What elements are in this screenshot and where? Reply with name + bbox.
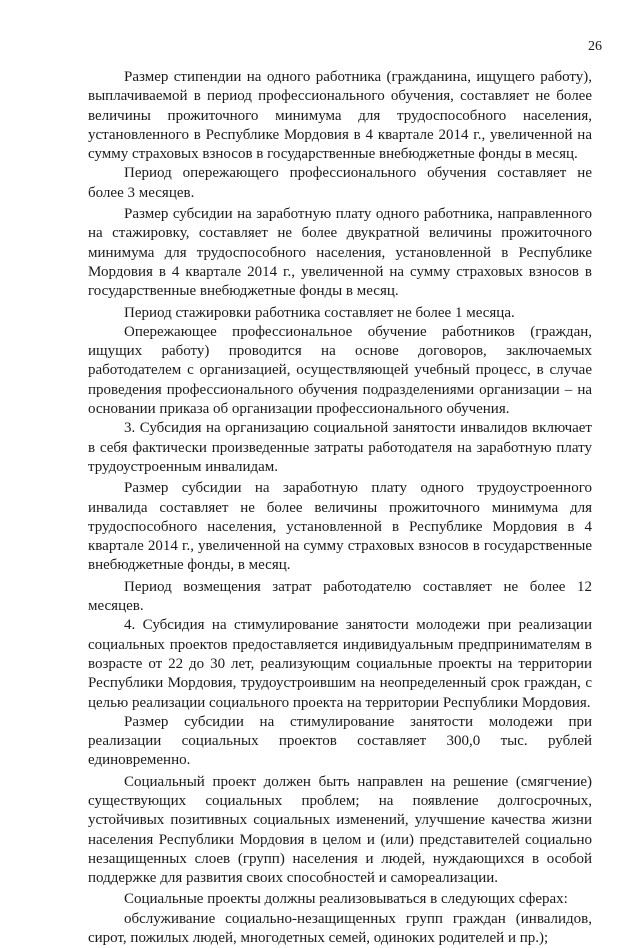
paragraph: обслуживание социально-незащищенных групп граждан (инвалидов, сирот, пожилых людей, многодетных семей, одиноких родителей и пр.);	[88, 910, 592, 947]
paragraph: Размер субсидии на заработную плату одного работника, направленного на стажировку, составляет не более двукратной величины прожиточного минимума для трудоспособного населения, установленной в Республике Мордовия в 4 квартале 2014 г., увеличенной на сумму страховых взносов в государственные внебюджетные фонды в месяц.	[88, 206, 592, 300]
paragraph: Социальный проект должен быть направлен на решение (смягчение) существующих социальных проблем; на появление долгосрочных, устойчивых позитивных социальных изменений, улучшение качества жизни населения Республики Мордовия в целом и (или) представителей социально незащищенных слоев (групп) населения и людей, нуждающихся в особой поддержке для развития своих способностей и самореализации.	[88, 773, 592, 887]
paragraph: Период стажировки работника составляет не более 1 месяца.	[124, 304, 515, 321]
document-body	[88, 68, 592, 948]
paragraph: Размер субсидии на заработную плату одного трудоустроенного инвалида составляет не более величины прожиточного минимума для трудоспособного населения, установленной в Республике Мордовия в 4 квартале 2014 г., увеличенной на сумму страховых взносов в государственные внебюджетные фонды, в месяц.	[88, 480, 592, 574]
paragraph: Социальные проекты должны реализовываться в следующих сферах:	[124, 891, 568, 908]
page-number: 26	[588, 39, 602, 54]
paragraph: Размер стипендии на одного работника (гражданина, ищущего работу), выплачиваемой в период профессионального обучения, составляет не более величины прожиточного минимума для трудоспособного населения, установленного в Республике Мордовия в 4 квартале 2014 г., увеличенной на сумму страховых взносов в государственные внебюджетные фонды в месяц.	[88, 69, 592, 163]
paragraph: Размер субсидии на стимулирование занятости молодежи при реализации социальных проектов составляет 300,0 тыс. рублей единовременно.	[88, 713, 592, 769]
paragraph: Период возмещения затрат работодателю составляет не более 12 месяцев.	[88, 578, 592, 615]
paragraph: 3. Субсидия на организацию социальной занятости инвалидов включает в себя фактически произведенные затраты работодателя на заработную плату трудоустроенным инвалидам.	[88, 420, 592, 475]
paragraph: 4. Субсидия на стимулирование занятости молодежи при реализации социальных проектов предоставляется индивидуальным предпринимателям в возрасте от 22 до 30 лет, реализующим социальные проекты на территории Республики Мордовия, трудоустроившим на неопределенный срок граждан, с целью реализации социального проекта на территории Республики Мордовия.	[88, 617, 592, 711]
paragraph: Опережающее профессиональное обучение работников (граждан, ищущих работу) проводится на основе договоров, заключаемых работодателем с организацией, осуществляющей учебный процесс, в случае проведения профессионального обучения подразделениями организации – на основании приказа об организации профессионального обучения.	[88, 323, 592, 418]
paragraph: Период опережающего профессионального обучения составляет не более 3 месяцев.	[88, 165, 592, 201]
